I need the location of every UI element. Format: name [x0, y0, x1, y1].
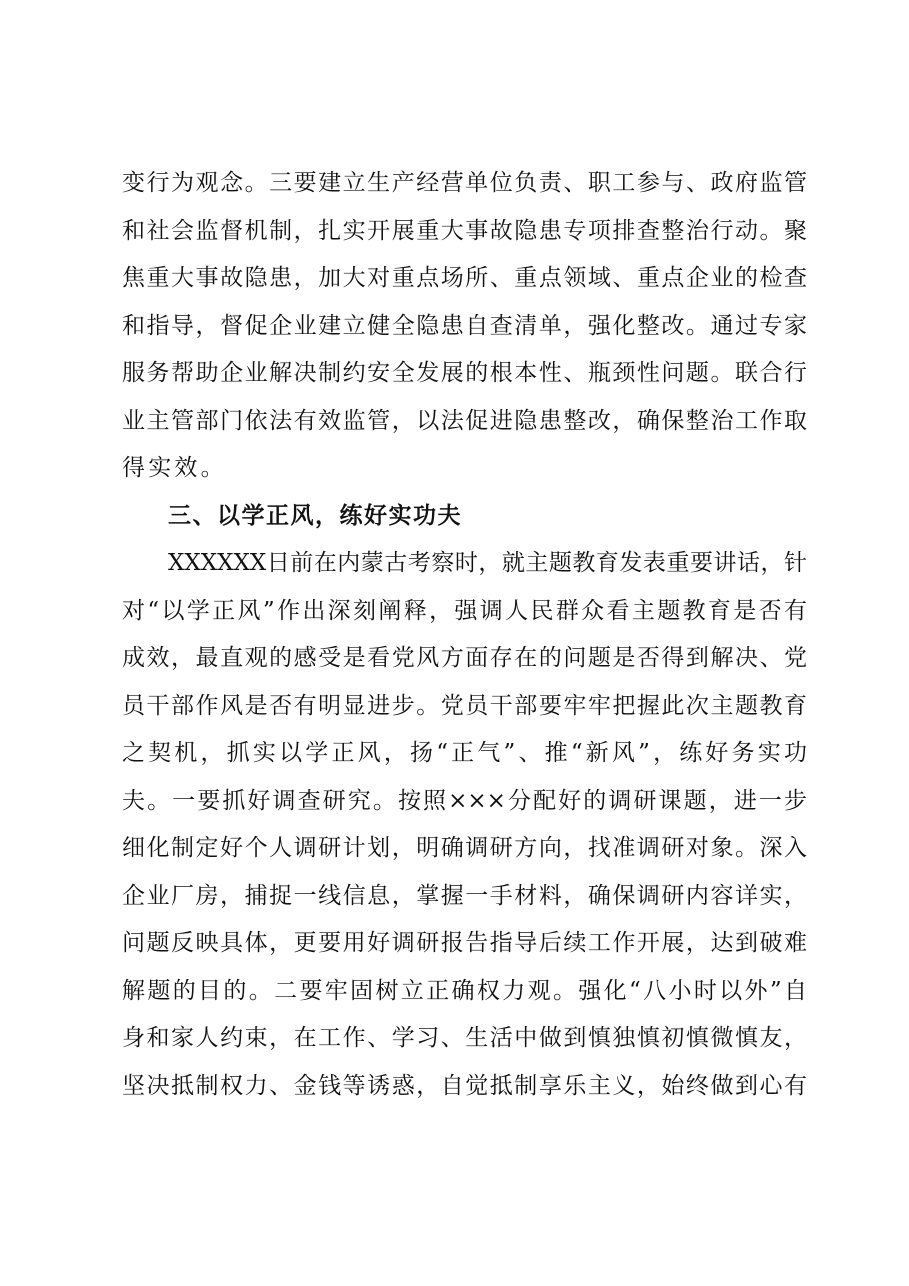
document-body: [122, 160, 807, 1110]
paragraph-line: 焦重大事故隐患，加大对重点场所、重点领域、重点企业的检查: [122, 265, 807, 291]
paragraph-line: 服务帮助企业解决制约安全发展的根本性、瓶颈性问题。联合行: [122, 360, 807, 386]
paragraph-line: 企业厂房，捕捉一线信息，掌握一手材料，确保调研内容详实，: [122, 882, 807, 909]
paragraph-line: 对“以学正风”作出深刻阐释，强调人民群众看主题教育是否有: [122, 597, 807, 624]
paragraph-line: 之契机，抓实以学正风，扬“正气”、推“新风”，练好务实功: [122, 740, 807, 766]
paragraph-line: 成效，最直观的感受是看党风方面存在的问题是否得到解决、党: [122, 645, 807, 671]
paragraph-line: 问题反映具体，更要用好调研报告指导后续工作开展，达到破难: [122, 930, 807, 956]
paragraph-line: 细化制定好个人调研计划，明确调研方向，找准调研对象。深入: [122, 835, 807, 861]
paragraph-line: 和社会监督机制，扎实开展重大事故隐患专项排查整治行动。聚: [122, 217, 807, 244]
paragraph-line: 身和家人约束，在工作、学习、生活中做到慎独慎初慎微慎友，: [122, 1025, 807, 1051]
paragraph-line: 业主管部门依法有效监管，以法促进隐患整改，确保整治工作取: [122, 407, 807, 434]
paragraph-line: 解题的目的。二要牢固树立正确权力观。强化“八小时以外”自: [122, 977, 807, 1004]
paragraph-line-first: XXXXXX日前在内蒙古考察时，就主题教育发表重要讲话，针: [168, 550, 807, 576]
paragraph-line: 坚决抵制权力、金钱等诱惑，自觉抵制享乐主义，始终做到心有: [122, 1072, 807, 1099]
paragraph-line: 变行为观念。三要建立生产经营单位负责、职工参与、政府监管: [122, 170, 807, 196]
section-heading: 三、以学正风，练好实功夫: [168, 502, 462, 529]
paragraph-line-last: 得实效。: [122, 455, 227, 481]
paragraph-line: 员干部作风是否有明显进步。党员干部要牢牢把握此次主题教育: [122, 692, 807, 719]
paragraph-line: 夫。一要抓好调查研究。按照×××分配好的调研课题，进一步: [122, 787, 807, 814]
paragraph-line: 和指导，督促企业建立健全隐患自查清单，强化整改。通过专家: [122, 312, 807, 339]
